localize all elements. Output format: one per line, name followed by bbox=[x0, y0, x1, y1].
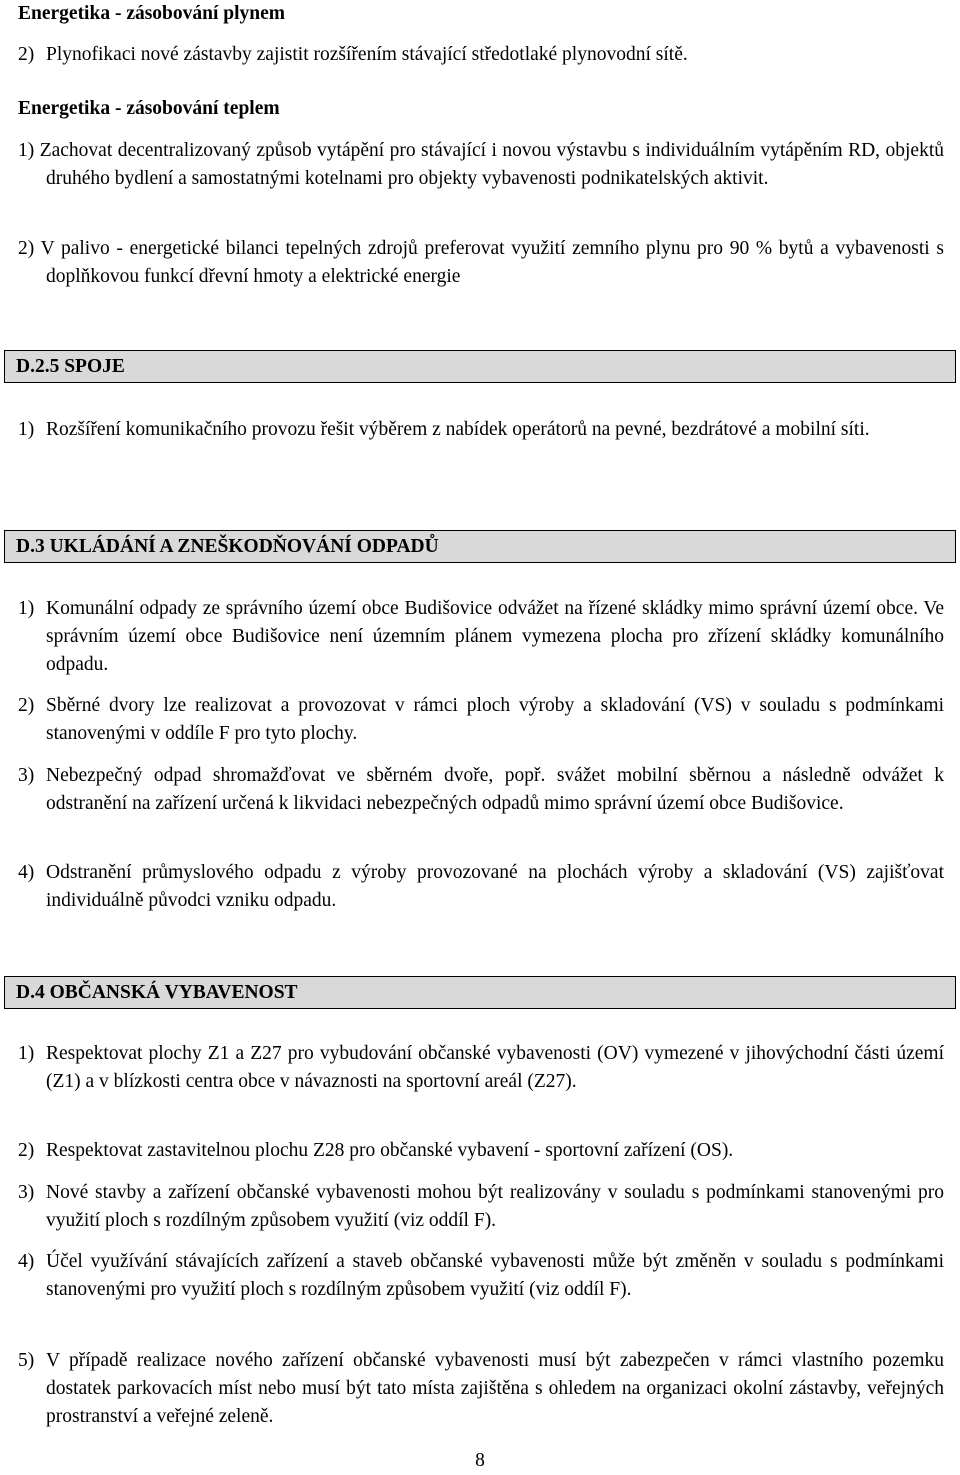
list-item bbox=[18, 416, 944, 444]
list-item bbox=[18, 137, 944, 193]
item-text: Komunální odpady ze správního území obce Budišovice odvážet na řízené skládky mimo správní území obce. Ve správním území obce Budišovice není územním plánem vymezena plocha pro zřízení skládky komunálního odpadu. bbox=[46, 598, 944, 675]
item-text: Respektovat zastavitelnou plochu Z28 pro občanské vybavení - sportovní zařízení (OS). bbox=[46, 1140, 734, 1161]
list-item bbox=[18, 692, 944, 748]
list-item bbox=[18, 762, 944, 818]
item-number: 2) bbox=[18, 238, 35, 259]
item-number: 2) bbox=[18, 1140, 35, 1161]
page-number: 8 bbox=[475, 1450, 485, 1471]
list-item bbox=[18, 1347, 944, 1431]
list-item bbox=[18, 1248, 944, 1304]
item-number: 5) bbox=[18, 1350, 35, 1371]
list-item bbox=[18, 1040, 944, 1096]
item-text: Zachovat decentralizovaný způsob vytápění pro stávající i novou výstavbu s individuálním vytápěním RD, objektů druhého bydlení a samostatnými kotelnami pro objekty vybavenosti podnikatelských aktivit. bbox=[39, 140, 944, 189]
list-item bbox=[18, 595, 944, 679]
item-text: Plynofikaci nové zástavby zajistit rozšířením stávající středotlaké plynovodní sítě. bbox=[46, 44, 688, 65]
item-number: 3) bbox=[18, 1182, 35, 1203]
list-item bbox=[18, 235, 944, 291]
item-number: 1) bbox=[18, 1043, 35, 1064]
item-text: Nebezpečný odpad shromažďovat ve sběrném dvoře, popř. svážet mobilní sběrnou a následně odvážet k odstranění na zařízení určená k likvidaci nebezpečných odpadů mimo správní území obce Budišovice. bbox=[46, 765, 944, 814]
item-number: 4) bbox=[18, 1251, 35, 1272]
section-heading-waste: D.3 UKLÁDÁNÍ A ZNEŠKODŇOVÁNÍ ODPADŮ bbox=[4, 530, 956, 563]
list-item bbox=[18, 41, 944, 69]
item-text: V případě realizace nového zařízení občanské vybavenosti musí být zabezpečen v rámci vlastního pozemku dostatek parkovacích míst nebo musí být tato místa zajištěna s ohledem na organizaci okolní zástavby, veřejných prostranství a veřejné zeleně. bbox=[46, 1350, 944, 1427]
section-heading-spoje: D.2.5 SPOJE bbox=[4, 350, 956, 383]
item-number: 2) bbox=[18, 695, 35, 716]
subheading-gas-supply: Energetika - zásobování plynem bbox=[18, 3, 286, 24]
item-text: Rozšíření komunikačního provozu řešit výběrem z nabídek operátorů na pevné, bezdrátové a mobilní síti. bbox=[46, 419, 870, 440]
item-text: Sběrné dvory lze realizovat a provozovat v rámci ploch výroby a skladování (VS) v souladu s podmínkami stanovenými v oddíle F pro tyto plochy. bbox=[46, 695, 944, 744]
item-text: Účel využívání stávajících zařízení a staveb občanské vybavenosti může být změněn v souladu s podmínkami stanovenými pro využití ploch s rozdílným způsobem využití (viz oddíl F). bbox=[46, 1251, 944, 1300]
item-number: 1) bbox=[18, 419, 35, 440]
section-heading-civic-amenities: D.4 OBČANSKÁ VYBAVENOST bbox=[4, 976, 956, 1009]
item-text: V palivo - energetické bilanci tepelných zdrojů preferovat využití zemního plynu pro 90 % bytů a vybavenosti s doplňkovou funkcí dřevní hmoty a elektrické energie bbox=[40, 238, 944, 287]
item-number: 1) bbox=[18, 598, 35, 619]
item-number: 1) bbox=[18, 140, 35, 161]
list-item bbox=[18, 1137, 944, 1165]
item-number: 2) bbox=[18, 44, 35, 65]
list-item bbox=[18, 859, 944, 915]
subheading-heat-supply: Energetika - zásobování teplem bbox=[18, 98, 280, 119]
item-number: 3) bbox=[18, 765, 35, 786]
item-text: Nové stavby a zařízení občanské vybavenosti mohou být realizovány v souladu s podmínkami stanovenými pro využití ploch s rozdílným způsobem využití (viz oddíl F). bbox=[46, 1182, 944, 1231]
item-text: Respektovat plochy Z1 a Z27 pro vybudování občanské vybavenosti (OV) vymezené v jihovýchodní části území (Z1) a v blízkosti centra obce v návaznosti na sportovní areál (Z27). bbox=[46, 1043, 944, 1092]
item-number: 4) bbox=[18, 862, 35, 883]
list-item bbox=[18, 1179, 944, 1235]
item-text: Odstranění průmyslového odpadu z výroby provozované na plochách výroby a skladování (VS) zajišťovat individuálně původci vzniku odpadu. bbox=[46, 862, 944, 911]
